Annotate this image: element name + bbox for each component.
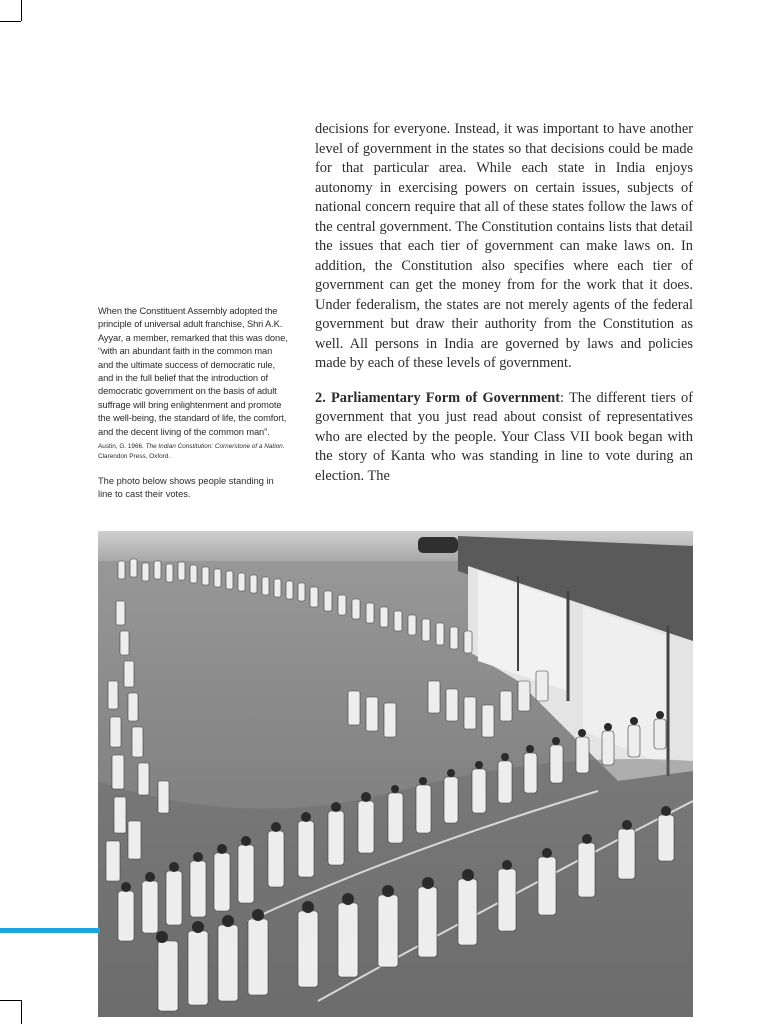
- accent-bar: [0, 928, 100, 933]
- crop-mark: [21, 0, 22, 21]
- body-paragraph: decisions for everyone. Instead, it was important to have another level of government in the states so that decisions could be made for that particular area. While each state in India enjoys autonomy in exercising powers on certain issues, subjects of national concern require that all of these states follow the laws of the central government. The Constitution contains lists that detail the issues that each tier of government can make laws on. In addition, the Constitution also specifies where each tier of government can get the money from for the work that it does. Under federalism, the states are not merely agents of the federal government but draw their authority from the Constitution as well. All persons in India are governed by laws and policies made by each of these levels of government.: [315, 121, 693, 371]
- side-note: [98, 305, 288, 502]
- body-paragraph: [315, 389, 693, 487]
- paragraph-text: : The different tiers of government that you just read about consist of representatives who are elected by the people. Your Class VII book began with the story of Kanta who was standing in line to vote during an election. The: [315, 389, 693, 484]
- crop-mark: [0, 1000, 21, 1001]
- main-text-column: [315, 120, 693, 486]
- citation-author: Austin, G. 1966.: [98, 443, 144, 451]
- crop-mark: [0, 21, 21, 22]
- voting-queue-photo: [98, 531, 693, 1017]
- photo-caption: The photo below shows people standing in line to cast their votes.: [98, 476, 274, 500]
- citation-publisher: Clarendon Press, Oxford.: [98, 452, 171, 460]
- crop-mark: [21, 1000, 22, 1024]
- voting-queue-photo-drawing: [98, 531, 693, 1017]
- citation: [98, 442, 288, 461]
- side-note-quote: When the Constituent Assembly adopted the principle of universal adult franchise, Shri A.K. Ayyar, a member, remarked that this was done, “with an abundant faith in the common man and the ultimate success of democratic rule, and in the full belief that the introduction of democratic government on the basis of adult suffrage will bring enlightenment and promote the well-being, the standard of life, the comfort, and the decent living of the common man”.: [98, 306, 288, 437]
- citation-title: The Indian Constitution: Cornerstone of a Nation.: [145, 443, 285, 451]
- section-heading: 2. Parliamentary Form of Government: [315, 389, 561, 406]
